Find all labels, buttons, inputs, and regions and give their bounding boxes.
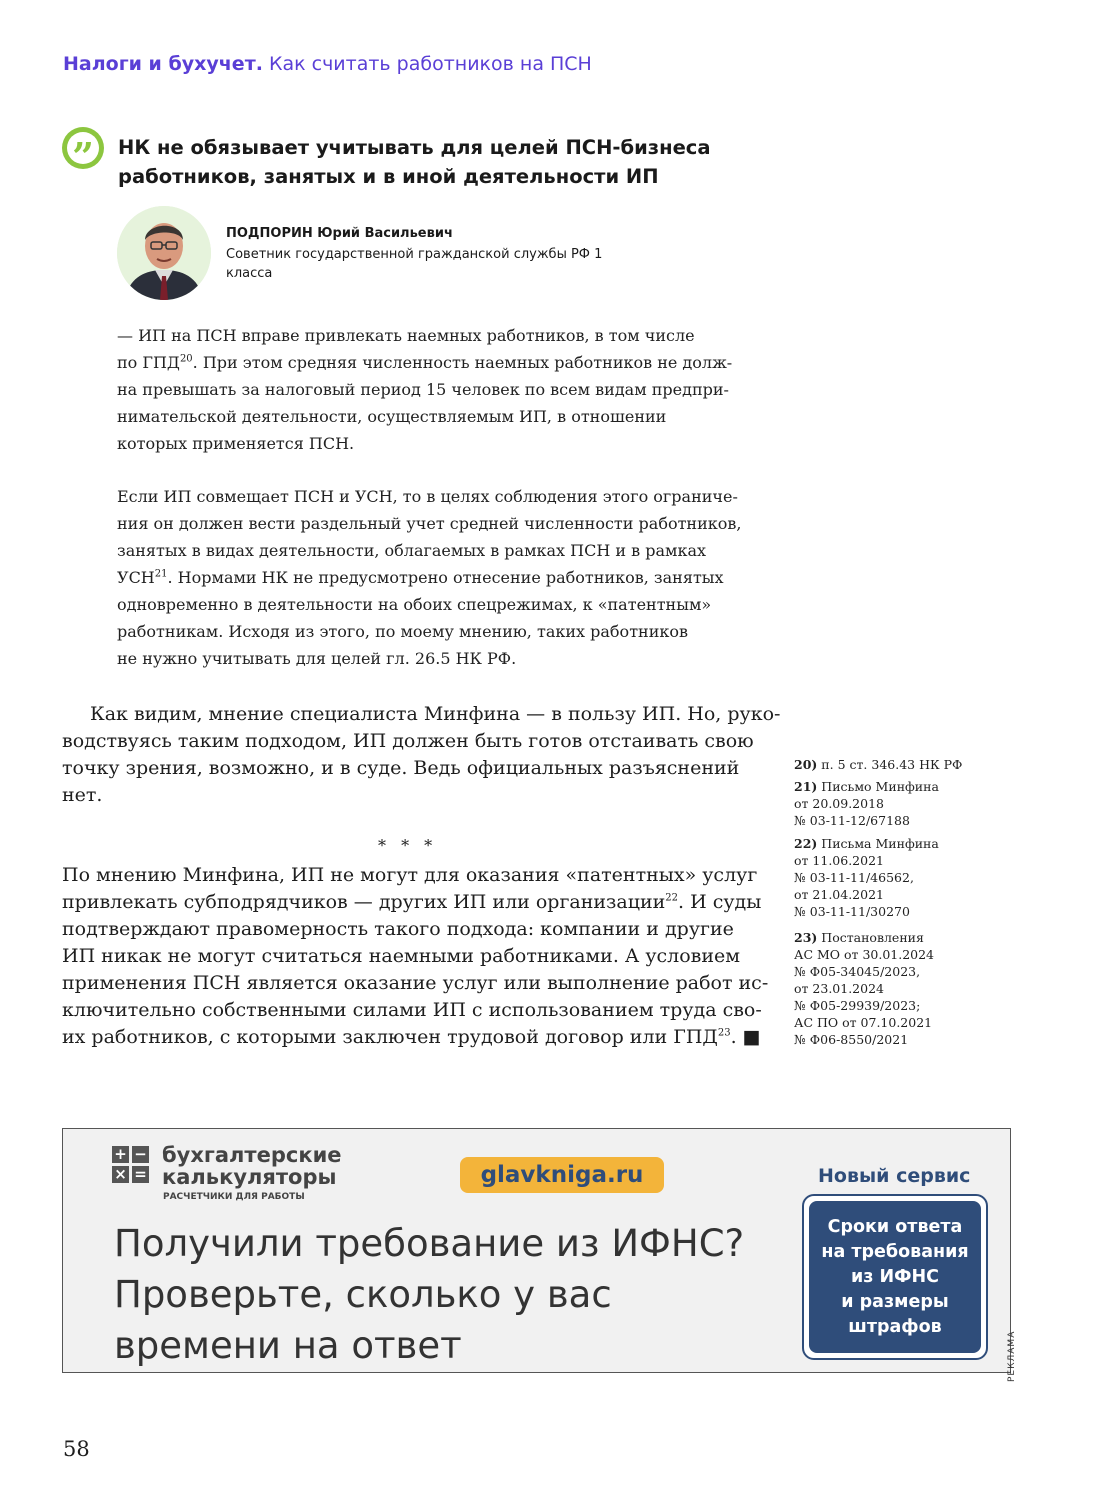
quote-line: которых применяется ПСН. <box>117 434 355 453</box>
ad-site-link[interactable]: glavkniga.ru <box>460 1157 664 1193</box>
quote-line: занятых в видах деятельности, облагаемых в рамках ПСН и в рамках <box>117 541 707 560</box>
body-line: применения ПСН является оказание услуг или выполнение работ ис- <box>62 972 769 994</box>
body-line: водствуясь таким подходом, ИП должен быть готов отстаивать свою <box>62 730 754 752</box>
body-line: точку зрения, возможно, и в суде. Ведь официальных разъяснений <box>62 757 740 779</box>
page-number: 58 <box>63 1437 90 1461</box>
body-line: По мнению Минфина, ИП не могут для оказания «патентных» услуг <box>62 864 758 886</box>
expert-avatar <box>117 206 211 300</box>
ad-brand: бухгалтерские калькуляторы <box>162 1143 342 1189</box>
expert-role: Советник государственной гражданской службы РФ 1 класса <box>226 247 603 281</box>
expert-name: ПОДПОРИН Юрий Васильевич <box>226 226 453 241</box>
running-header <box>63 53 592 75</box>
body-line: ключительно собственными силами ИП с использованием труда сво- <box>62 999 762 1021</box>
quote-line: Если ИП совмещает ПСН и УСН, то в целях соблюдения этого ограниче- <box>117 487 738 506</box>
quote-line: на превышать за налоговый период 15 человек по всем видам предпри- <box>117 380 729 399</box>
quote-line: нимательской деятельности, осуществляемым ИП, в отношении <box>117 407 667 426</box>
body-line: ИП никак не могут считаться наемными работниками. А условием <box>62 945 741 967</box>
ad-new-service: Новый сервис <box>818 1165 971 1187</box>
quote-line: — ИП на ПСН вправе привлекать наемных работников, в том числе <box>117 326 695 345</box>
ad-cta-button[interactable]: Сроки ответа на требования из ИФНС и размеры штрафов <box>802 1194 988 1360</box>
body-line: их работников, с которыми заключен трудовой договор или ГПД$^{23}$. ■ <box>62 1026 761 1048</box>
calculator-icon: + − × = <box>112 1146 150 1184</box>
article-title: Как считать работников на ПСН <box>268 53 592 75</box>
footnote-ref[interactable]: 20 <box>179 353 193 365</box>
body-line: подтверждают правомерность такого подхода: компании и другие <box>62 918 734 940</box>
section-separator: * * * <box>378 836 438 855</box>
section-label: Налоги и бухучет. <box>63 53 263 75</box>
quote-line: УСН$^{21}$. Нормами НК не предусмотрено отнесение работников, занятых <box>117 568 724 587</box>
body-line: привлекать субподрядчиков — других ИП или организации$^{22}$. И суды <box>62 891 762 913</box>
ad-headline: Получили требование из ИФНС? Проверьте, сколько у вас времени на ответ <box>114 1222 745 1367</box>
quote-line: работникам. Исходя из этого, по моему мнению, таких работников <box>117 622 689 641</box>
body-line: Как видим, мнение специалиста Минфина — в пользу ИП. Но, руко- <box>90 703 781 725</box>
footnote-21: 21) Письмо Минфина от 20.09.2018 № 03-11-12/67188 <box>794 779 939 828</box>
body-line: нет. <box>62 784 103 806</box>
footnote-20: 20) п. 5 ст. 346.43 НК РФ <box>794 757 963 772</box>
footnote-22: 22) Письма Минфина от 11.06.2021 № 03-11-11/46562, от 21.04.2021 № 03-11-11/30270 <box>794 836 939 919</box>
quote-line: не нужно учитывать для целей гл. 26.5 НК РФ. <box>117 649 517 668</box>
ad-label: РЕКЛАМА <box>1007 1330 1017 1382</box>
quote-line: ния он должен вести раздельный учет средней численности работников, <box>117 514 742 533</box>
footnote-ref[interactable]: 21 <box>154 568 168 580</box>
quote-icon: ” <box>62 127 104 169</box>
ad-brand-subtitle: РАСЧЕТЧИКИ ДЛЯ РАБОТЫ <box>163 1192 305 1202</box>
footnote-23: 23) Постановления АС МО от 30.01.2024 № Ф05-34045/2023, от 23.01.2024 № Ф05-29939/2023; АС ПО от 07.10.2021 № Ф06-8550/2021 <box>794 930 935 1047</box>
footnote-ref[interactable]: 22 <box>665 892 679 904</box>
quote-title: НК не обязывает учитывать для целей ПСН-бизнеса работников, занятых и в иной деятельности ИП <box>118 136 711 188</box>
quote-line: одновременно в деятельности на обоих спецрежимах, к «патентным» <box>117 595 712 614</box>
quote-line: по ГПД$^{20}$. При этом средняя численность наемных работников не долж- <box>117 353 733 372</box>
footnote-ref[interactable]: 23 <box>717 1027 731 1039</box>
